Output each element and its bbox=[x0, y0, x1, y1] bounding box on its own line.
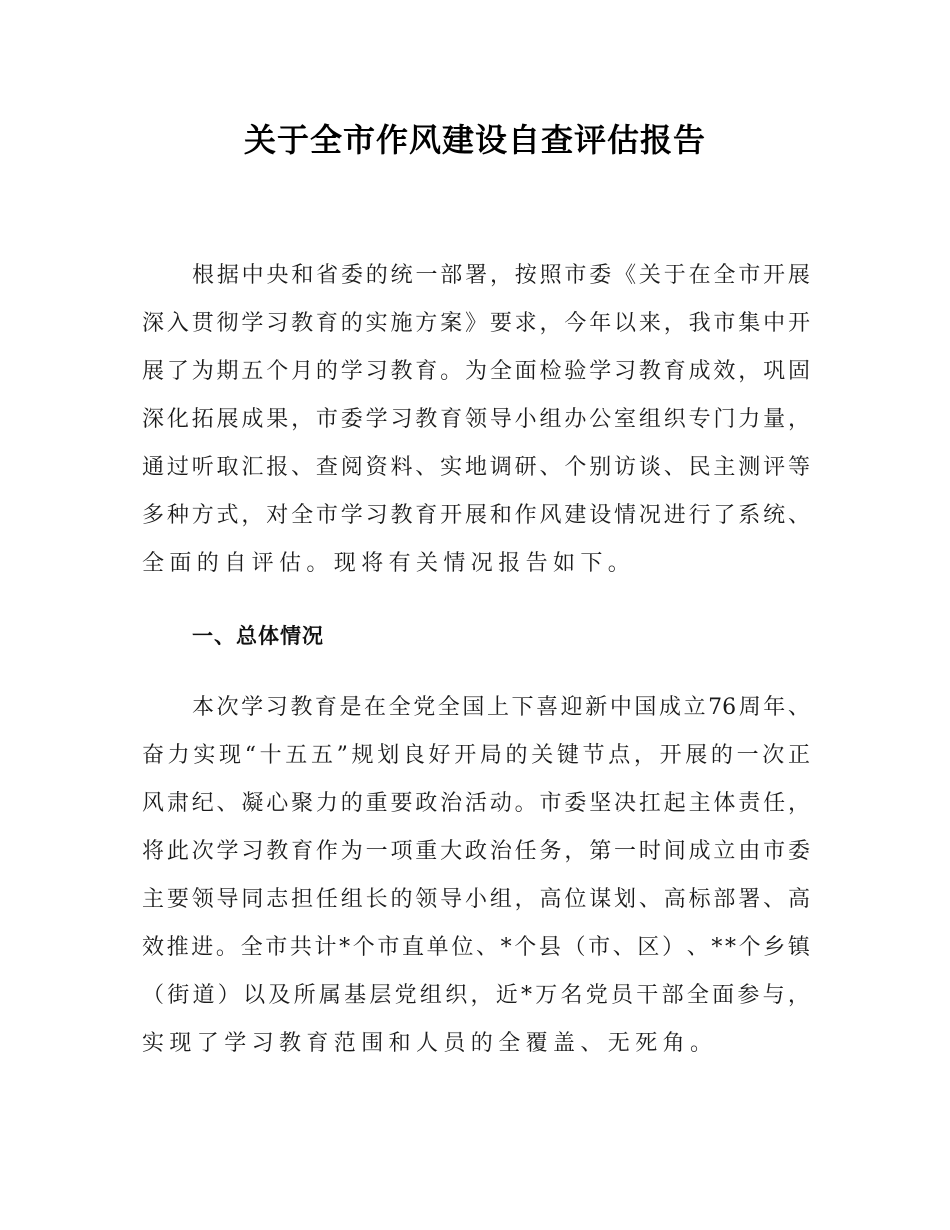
paragraph-1-line-6: 多 种 方 式 ， 对 全 市 学 习 教 育 开 展 和 作 风 建 设 情 况 进 行 了 系 统 、 bbox=[142, 503, 810, 528]
paragraph-1-line-1: 根 据 中 央 和 省 委 的 统 一 部 署 ， 按 照 市 委 《 关 于 在 全 市 开 展 bbox=[192, 263, 810, 288]
paragraph-2-line-2: 奋 力 实 现 “ 十 五 五 ” 规 划 良 好 开 局 的 关 键 节 点 ， 开 展 的 一 次 正 bbox=[142, 743, 810, 768]
paragraph-1-line-2: 深 入 贯 彻 学 习 教 育 的 实 施 方 案 》 要 求 ， 今 年 以 来 ， 我 市 集 中 开 bbox=[142, 311, 810, 336]
paragraph-1-line-3: 展 了 为 期 五 个 月 的 学 习 教 育 。 为 全 面 检 验 学 习 教 育 成 效 ， 巩 固 bbox=[142, 359, 810, 384]
paragraph-2-line-4: 将 此 次 学 习 教 育 作 为 一 项 重 大 政 治 任 务 ， 第 一 时 间 成 立 由 市 委 bbox=[142, 839, 810, 864]
paragraph-2-line-6: 效 推 进 。 全 市 共 计 * 个 市 直 单 位 、 * 个 县 （ 市 、 区 ） 、 * * 个 乡 镇 bbox=[142, 935, 810, 960]
paragraph-2-line-3: 风 肃 纪 、 凝 心 聚 力 的 重 要 政 治 活 动 。 市 委 坚 决 扛 起 主 体 责 任 ， bbox=[142, 791, 810, 816]
paragraph-1-line-5: 通 过 听 取 汇 报 、 查 阅 资 料 、 实 地 调 研 、 个 别 访 谈 、 民 主 测 评 等 bbox=[142, 455, 810, 480]
paragraph-1-line-7: 全面的自评估。现将有关情况报告如下。 bbox=[142, 551, 636, 576]
paragraph-2-line-1: 本 次 学 习 教 育 是 在 全 党 全 国 上 下 喜 迎 新 中 国 成 立 76 周 年 、 bbox=[192, 695, 810, 720]
paragraph-1-line-4: 深 化 拓 展 成 果 ， 市 委 学 习 教 育 领 导 小 组 办 公 室 组 织 专 门 力 量 ， bbox=[142, 407, 810, 432]
document-title: 关于全市作风建设自查评估报告 bbox=[243, 121, 706, 159]
section-heading-1: 一、总体情况 bbox=[192, 624, 324, 648]
paragraph-2-line-5: 主 要 领 导 同 志 担 任 组 长 的 领 导 小 组 ， 高 位 谋 划 、 高 标 部 署 、 高 bbox=[142, 887, 810, 912]
paragraph-2-line-8: 实现了学习教育范围和人员的全覆盖、无死角。 bbox=[142, 1031, 718, 1056]
paragraph-2-line-7: （ 街 道 ） 以 及 所 属 基 层 党 组 织 ， 近 * 万 名 党 员 干 部 全 面 参 与 ， bbox=[142, 983, 810, 1008]
